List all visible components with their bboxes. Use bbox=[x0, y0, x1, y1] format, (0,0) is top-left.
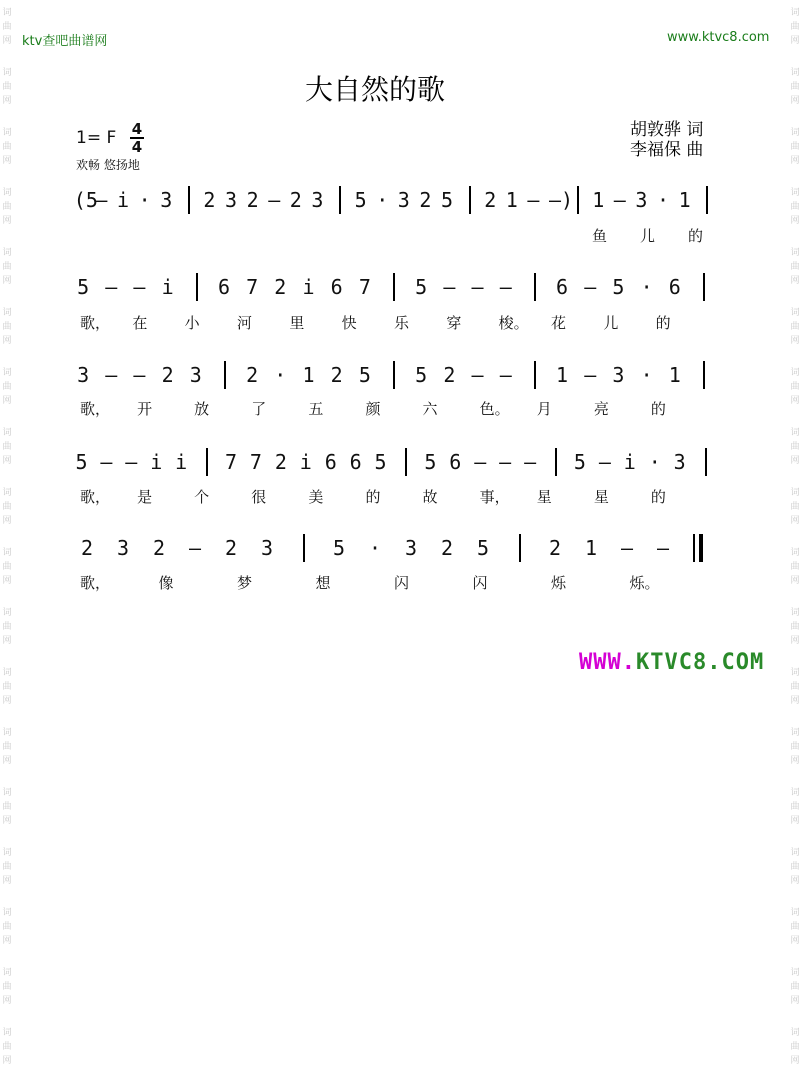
watermark-char: 网 bbox=[790, 156, 800, 166]
watermark-char: 词 bbox=[790, 308, 800, 318]
watermark-char: 词 bbox=[790, 8, 800, 18]
note: — bbox=[471, 363, 484, 387]
note: 6 bbox=[324, 450, 337, 474]
watermark-char: 词 bbox=[2, 128, 12, 138]
watermark-char: 曲 bbox=[790, 502, 800, 512]
final-barline bbox=[699, 534, 703, 562]
note: 3 bbox=[673, 450, 686, 474]
lyric-syllable: 颜 bbox=[365, 400, 381, 418]
right-watermark-column bbox=[788, 0, 802, 1066]
time-signature bbox=[130, 122, 144, 154]
note: 1 bbox=[668, 363, 681, 387]
barline bbox=[469, 186, 471, 214]
watermark-char: 网 bbox=[790, 1056, 800, 1066]
watermark-char: 网 bbox=[790, 636, 800, 646]
watermark-char: 词 bbox=[790, 728, 800, 738]
watermark-char: 网 bbox=[790, 696, 800, 706]
watermark-char: 词 bbox=[2, 488, 12, 498]
note: — bbox=[133, 275, 146, 299]
note: 2 bbox=[330, 363, 343, 387]
watermark-char: 曲 bbox=[2, 22, 12, 32]
barline bbox=[703, 273, 705, 301]
watermark-char: 词 bbox=[790, 668, 800, 678]
watermark-char: 网 bbox=[790, 276, 800, 286]
watermark-char: 词 bbox=[790, 848, 800, 858]
note: 3 bbox=[612, 363, 625, 387]
note: — bbox=[471, 275, 484, 299]
lyric-syllable: 六 bbox=[422, 400, 438, 418]
watermark-char: 曲 bbox=[2, 202, 12, 212]
note: i bbox=[299, 450, 312, 474]
barline bbox=[393, 273, 395, 301]
note: 2 bbox=[153, 536, 166, 560]
lyric-syllable: 五 bbox=[308, 400, 324, 418]
note: — bbox=[443, 275, 456, 299]
watermark-char: 网 bbox=[790, 756, 800, 766]
watermark-char: 词 bbox=[790, 548, 800, 558]
note: 5 bbox=[333, 536, 346, 560]
note: 2 bbox=[81, 536, 94, 560]
barline bbox=[534, 361, 536, 389]
watermark-char: 网 bbox=[790, 216, 800, 226]
lyric-syllable: 故 bbox=[422, 488, 438, 506]
lyric-syllable: 梦 bbox=[237, 574, 253, 592]
watermark-char: 曲 bbox=[2, 322, 12, 332]
watermark-char: 网 bbox=[790, 396, 800, 406]
watermark-char: 网 bbox=[2, 516, 12, 526]
note: i bbox=[150, 450, 163, 474]
watermark-char: 词 bbox=[2, 368, 12, 378]
watermark-char: 曲 bbox=[790, 562, 800, 572]
watermark-char: 网 bbox=[2, 1056, 12, 1066]
note: · bbox=[274, 363, 287, 387]
time-signature-bottom: 4 bbox=[131, 138, 143, 156]
note: 5 bbox=[354, 188, 367, 212]
lyric-syllable: 的 bbox=[650, 400, 666, 418]
watermark-char: 曲 bbox=[790, 202, 800, 212]
note: i bbox=[117, 188, 130, 212]
lyric-syllable: 色。 bbox=[479, 400, 510, 418]
note: 2 bbox=[274, 275, 287, 299]
note: 1 bbox=[302, 363, 315, 387]
watermark-char: 词 bbox=[790, 128, 800, 138]
barline bbox=[393, 361, 395, 389]
note: 5 bbox=[441, 188, 454, 212]
note: — bbox=[524, 450, 537, 474]
watermark-char: 网 bbox=[2, 156, 12, 166]
note: — bbox=[133, 363, 146, 387]
lyric-syllable: 乐 bbox=[394, 314, 410, 332]
note: · bbox=[657, 188, 670, 212]
note: 5 bbox=[573, 450, 586, 474]
watermark-char: 网 bbox=[2, 576, 12, 586]
note: 2 bbox=[289, 188, 302, 212]
watermark-char: 词 bbox=[790, 608, 800, 618]
lyric-syllable: 星 bbox=[593, 488, 609, 506]
lyric-syllable: 很 bbox=[251, 488, 267, 506]
key-signature: 1= F bbox=[76, 128, 117, 148]
watermark-char: 词 bbox=[2, 188, 12, 198]
lyric-syllable: 歌， bbox=[80, 400, 111, 418]
note: — bbox=[499, 275, 512, 299]
watermark-char: 曲 bbox=[790, 22, 800, 32]
watermark-char: 曲 bbox=[2, 862, 12, 872]
note: 5 bbox=[477, 536, 490, 560]
watermark-char: 网 bbox=[790, 336, 800, 346]
note: 2 bbox=[225, 536, 238, 560]
final-barline-thin bbox=[693, 534, 695, 562]
lyric-syllable: 是 bbox=[137, 488, 153, 506]
note: 3 bbox=[160, 188, 173, 212]
note: 1 bbox=[505, 188, 518, 212]
watermark-char: 词 bbox=[2, 608, 12, 618]
lyric-syllable: 穿 bbox=[446, 314, 462, 332]
lyric-syllable: 烁。 bbox=[629, 574, 660, 592]
lyric-syllable: 鱼 bbox=[592, 227, 608, 245]
site-url-right: www.ktvc8.com bbox=[667, 30, 770, 45]
watermark-char: 网 bbox=[2, 876, 12, 886]
watermark-char: 曲 bbox=[790, 142, 800, 152]
note: 1 bbox=[592, 188, 605, 212]
lyric-syllable: 闪 bbox=[472, 574, 488, 592]
watermark-char: 词 bbox=[2, 968, 12, 978]
lyric-syllable: 里 bbox=[289, 314, 305, 332]
left-watermark-column bbox=[0, 0, 14, 1066]
watermark-char: 词 bbox=[2, 788, 12, 798]
watermark-char: 曲 bbox=[790, 742, 800, 752]
note: — bbox=[499, 450, 512, 474]
watermark-char: 曲 bbox=[790, 262, 800, 272]
barline bbox=[705, 448, 707, 476]
barline bbox=[577, 186, 579, 214]
note: 2 bbox=[274, 450, 287, 474]
note: — bbox=[584, 275, 597, 299]
note: 5 bbox=[75, 450, 88, 474]
note: — bbox=[105, 363, 118, 387]
watermark-char: 网 bbox=[790, 576, 800, 586]
watermark-char: 网 bbox=[790, 996, 800, 1006]
note: · bbox=[369, 536, 382, 560]
note: — bbox=[657, 536, 670, 560]
site-logo: WWW.KTVC8.COM bbox=[579, 650, 765, 675]
lyric-syllable: 月 bbox=[536, 400, 552, 418]
barline bbox=[303, 534, 305, 562]
lyric-syllable: 歌， bbox=[80, 488, 111, 506]
site-name-left: ktv查吧曲谱网 bbox=[22, 34, 108, 49]
watermark-char: 词 bbox=[2, 728, 12, 738]
watermark-char: 网 bbox=[2, 936, 12, 946]
note: — bbox=[474, 450, 487, 474]
lyric-syllable: 歌， bbox=[80, 314, 111, 332]
watermark-char: 曲 bbox=[2, 82, 12, 92]
note: 5 bbox=[415, 275, 428, 299]
watermark-char: 网 bbox=[2, 276, 12, 286]
watermark-char: 曲 bbox=[790, 322, 800, 332]
note: 2 bbox=[246, 363, 259, 387]
barline bbox=[339, 186, 341, 214]
watermark-char: 网 bbox=[2, 636, 12, 646]
note: 2 bbox=[549, 536, 562, 560]
watermark-char: 网 bbox=[790, 816, 800, 826]
note: 3 bbox=[635, 188, 648, 212]
lyric-syllable: 像 bbox=[158, 574, 174, 592]
lyric-syllable: 个 bbox=[194, 488, 210, 506]
watermark-char: 网 bbox=[790, 936, 800, 946]
note: 3 bbox=[397, 188, 410, 212]
lyric-syllable: 儿 bbox=[603, 314, 619, 332]
note: 7 bbox=[249, 450, 262, 474]
watermark-char: 曲 bbox=[790, 382, 800, 392]
barline bbox=[703, 361, 705, 389]
composer-credit: 李福保 曲 bbox=[630, 140, 704, 160]
watermark-char: 网 bbox=[2, 816, 12, 826]
watermark-char: 曲 bbox=[790, 802, 800, 812]
note: 1 bbox=[585, 536, 598, 560]
lyric-syllable: 的 bbox=[655, 314, 671, 332]
lyric-syllable: 花 bbox=[551, 314, 567, 332]
watermark-char: 曲 bbox=[2, 562, 12, 572]
watermark-char: 网 bbox=[790, 516, 800, 526]
note: 3 bbox=[117, 536, 130, 560]
watermark-char: 曲 bbox=[790, 442, 800, 452]
note: 5 bbox=[415, 363, 428, 387]
note: 6 bbox=[449, 450, 462, 474]
note: 7 bbox=[358, 275, 371, 299]
watermark-char: 词 bbox=[2, 308, 12, 318]
lyric-syllable: 放 bbox=[194, 400, 210, 418]
watermark-char: 曲 bbox=[790, 1042, 800, 1052]
note: 2 bbox=[443, 363, 456, 387]
watermark-char: 曲 bbox=[2, 682, 12, 692]
note: 5 bbox=[612, 275, 625, 299]
note: 2 bbox=[246, 188, 259, 212]
watermark-char: 曲 bbox=[790, 922, 800, 932]
watermark-char: 网 bbox=[2, 216, 12, 226]
note: — bbox=[499, 363, 512, 387]
watermark-char: 网 bbox=[2, 396, 12, 406]
note: — bbox=[584, 363, 597, 387]
note: 5 bbox=[424, 450, 437, 474]
watermark-char: 曲 bbox=[790, 622, 800, 632]
time-signature-top: 4 bbox=[131, 120, 143, 138]
watermark-char: 词 bbox=[790, 788, 800, 798]
watermark-char: 词 bbox=[2, 428, 12, 438]
note: 3 bbox=[189, 363, 202, 387]
note: (5 bbox=[73, 188, 98, 212]
note: 7 bbox=[246, 275, 259, 299]
lyric-syllable: 开 bbox=[137, 400, 153, 418]
note: 6 bbox=[668, 275, 681, 299]
note: 3 bbox=[405, 536, 418, 560]
tempo-marking: 欢畅 悠扬地 bbox=[76, 158, 140, 172]
watermark-char: 曲 bbox=[790, 862, 800, 872]
watermark-char: 词 bbox=[790, 968, 800, 978]
watermark-char: 网 bbox=[2, 996, 12, 1006]
note: 2 bbox=[441, 536, 454, 560]
watermark-char: 词 bbox=[2, 908, 12, 918]
watermark-char: 曲 bbox=[2, 442, 12, 452]
watermark-char: 曲 bbox=[2, 622, 12, 632]
watermark-char: 词 bbox=[2, 848, 12, 858]
note: — bbox=[598, 450, 611, 474]
barline bbox=[188, 186, 190, 214]
note: 1 bbox=[678, 188, 691, 212]
lyric-syllable: 亮 bbox=[593, 400, 609, 418]
lyric-syllable: 儿 bbox=[640, 227, 656, 245]
note: — bbox=[95, 188, 108, 212]
lyric-syllable: 事， bbox=[479, 488, 510, 506]
watermark-char: 网 bbox=[790, 456, 800, 466]
watermark-char: 曲 bbox=[2, 1042, 12, 1052]
watermark-char: 词 bbox=[790, 488, 800, 498]
note: 5 bbox=[358, 363, 371, 387]
note: · bbox=[376, 188, 389, 212]
note: · bbox=[640, 275, 653, 299]
note: 3 bbox=[261, 536, 274, 560]
watermark-char: 词 bbox=[790, 368, 800, 378]
note: 6 bbox=[349, 450, 362, 474]
lyric-syllable: 河 bbox=[237, 314, 253, 332]
watermark-char: 词 bbox=[2, 248, 12, 258]
lyric-syllable: 想 bbox=[315, 574, 331, 592]
note: — bbox=[613, 188, 626, 212]
note: — bbox=[621, 536, 634, 560]
note: 2 bbox=[203, 188, 216, 212]
lyric-syllable: 的 bbox=[365, 488, 381, 506]
watermark-char: 曲 bbox=[790, 82, 800, 92]
watermark-char: 曲 bbox=[2, 502, 12, 512]
note: 3 bbox=[77, 363, 90, 387]
watermark-char: 词 bbox=[790, 248, 800, 258]
watermark-char: 曲 bbox=[2, 982, 12, 992]
lyric-syllable: 歌， bbox=[80, 574, 111, 592]
watermark-char: 词 bbox=[2, 668, 12, 678]
watermark-char: 词 bbox=[2, 1028, 12, 1038]
barline bbox=[196, 273, 198, 301]
watermark-char: 曲 bbox=[2, 382, 12, 392]
watermark-char: 网 bbox=[790, 96, 800, 106]
lyric-syllable: 在 bbox=[132, 314, 148, 332]
barline bbox=[224, 361, 226, 389]
watermark-char: 曲 bbox=[790, 682, 800, 692]
lyric-syllable: 闪 bbox=[394, 574, 410, 592]
watermark-char: 曲 bbox=[2, 802, 12, 812]
watermark-char: 网 bbox=[2, 336, 12, 346]
note: 5 bbox=[77, 275, 90, 299]
lyric-syllable: 的 bbox=[650, 488, 666, 506]
note: —) bbox=[549, 188, 574, 212]
note: i bbox=[302, 275, 315, 299]
note: · bbox=[640, 363, 653, 387]
watermark-char: 网 bbox=[2, 756, 12, 766]
watermark-char: 词 bbox=[2, 548, 12, 558]
watermark-char: 词 bbox=[2, 8, 12, 18]
note: i bbox=[175, 450, 188, 474]
watermark-char: 网 bbox=[2, 36, 12, 46]
barline bbox=[519, 534, 521, 562]
watermark-char: 词 bbox=[790, 188, 800, 198]
note: · bbox=[648, 450, 661, 474]
lyric-syllable: 星 bbox=[536, 488, 552, 506]
lyric-syllable: 美 bbox=[308, 488, 324, 506]
note: 3 bbox=[311, 188, 324, 212]
lyric-syllable: 梭。 bbox=[498, 314, 529, 332]
note: 6 bbox=[330, 275, 343, 299]
watermark-char: 词 bbox=[790, 908, 800, 918]
note: 6 bbox=[556, 275, 569, 299]
note: — bbox=[527, 188, 540, 212]
lyric-syllable: 小 bbox=[184, 314, 200, 332]
note: — bbox=[189, 536, 202, 560]
watermark-char: 网 bbox=[2, 696, 12, 706]
lyricist-credit: 胡敦骅 词 bbox=[630, 120, 704, 140]
note: 1 bbox=[556, 363, 569, 387]
watermark-char: 词 bbox=[790, 1028, 800, 1038]
note: — bbox=[100, 450, 113, 474]
watermark-char: 网 bbox=[790, 876, 800, 886]
note: — bbox=[125, 450, 138, 474]
barline bbox=[534, 273, 536, 301]
note: 3 bbox=[225, 188, 238, 212]
barline bbox=[206, 448, 208, 476]
barline bbox=[555, 448, 557, 476]
watermark-char: 曲 bbox=[2, 742, 12, 752]
barline bbox=[405, 448, 407, 476]
note: 5 bbox=[374, 450, 387, 474]
note: i bbox=[161, 275, 174, 299]
lyric-syllable: 烁 bbox=[551, 574, 567, 592]
note: 7 bbox=[225, 450, 238, 474]
lyric-syllable: 快 bbox=[341, 314, 357, 332]
watermark-char: 网 bbox=[2, 456, 12, 466]
note: 2 bbox=[161, 363, 174, 387]
note: 2 bbox=[419, 188, 432, 212]
watermark-char: 曲 bbox=[2, 262, 12, 272]
watermark-char: 词 bbox=[790, 428, 800, 438]
note: i bbox=[623, 450, 636, 474]
lyric-syllable: 了 bbox=[251, 400, 267, 418]
watermark-char: 曲 bbox=[2, 142, 12, 152]
watermark-char: 网 bbox=[790, 36, 800, 46]
note: 6 bbox=[217, 275, 230, 299]
note: — bbox=[268, 188, 281, 212]
note: 2 bbox=[484, 188, 497, 212]
note: · bbox=[138, 188, 151, 212]
watermark-char: 词 bbox=[2, 68, 12, 78]
watermark-char: 词 bbox=[790, 68, 800, 78]
watermark-char: 网 bbox=[2, 96, 12, 106]
barline bbox=[706, 186, 708, 214]
watermark-char: 曲 bbox=[790, 982, 800, 992]
lyric-syllable: 的 bbox=[688, 227, 704, 245]
note: — bbox=[105, 275, 118, 299]
watermark-char: 曲 bbox=[2, 922, 12, 932]
song-title: 大自然的歌 bbox=[305, 73, 446, 106]
